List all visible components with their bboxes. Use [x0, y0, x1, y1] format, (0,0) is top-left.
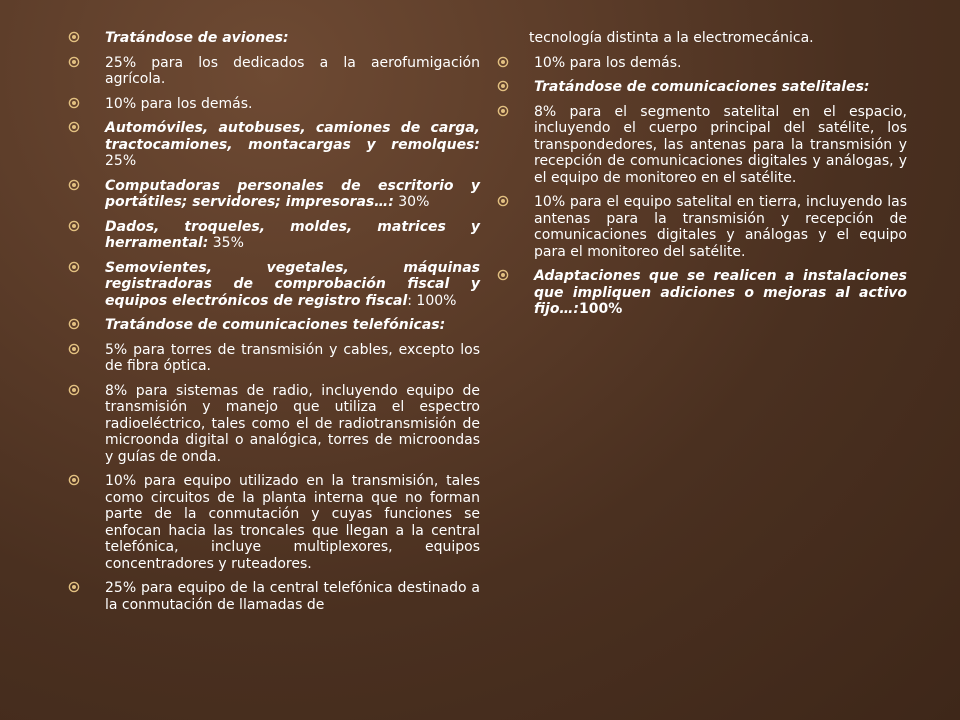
bullet-item — [497, 55, 907, 72]
bullet-item — [68, 219, 480, 252]
diamond-bullet-icon — [68, 318, 80, 330]
bullet-bold-text: Automóviles, autobuses, camiones de carga, tractocamiones, montacargas y remolques: — [105, 120, 480, 153]
bullet-item — [68, 30, 480, 47]
bullet-suffix-text: 100% — [579, 301, 623, 317]
bullet-normal-text: : 100% — [407, 292, 457, 309]
diamond-bullet-icon — [68, 343, 80, 355]
bullet-heading: Tratándose de comunicaciones satelitales: — [534, 79, 870, 95]
bullet-item — [68, 580, 480, 613]
bullet-text: 10% para el equipo satelital en tierra, incluyendo las antenas para la transmisión y recepción de comunicaciones digitales y análogas y el equipo para el monitoreo del satélite. — [534, 194, 907, 260]
bullet-item — [68, 96, 480, 113]
right-column — [497, 30, 907, 326]
bullet-text: 8% para el segmento satelital en el espacio, incluyendo el cuerpo principal del satélite, los transpondedores, las antenas para la transmisión y recepción de comunicaciones digitales y análogas, y el equipo de monitoreo en el satélite. — [534, 103, 907, 186]
bullet-bold-text: Adaptaciones que se realicen a instalaciones que impliquen adiciones o mejoras al activo fijo…: — [534, 268, 907, 317]
diamond-bullet-icon — [68, 56, 80, 68]
diamond-bullet-icon — [68, 474, 80, 486]
bullet-text — [105, 120, 480, 169]
bullet-item — [497, 79, 907, 96]
diamond-bullet-icon — [497, 269, 509, 281]
bullet-bold-text: Dados, troqueles, moldes, matrices y herramental: — [105, 218, 480, 251]
bullet-heading: Tratándose de aviones: — [105, 30, 289, 46]
diamond-bullet-icon — [68, 97, 80, 109]
bullet-text: 5% para torres de transmisión y cables, excepto los de fibra óptica. — [105, 341, 480, 374]
diamond-bullet-icon — [497, 105, 509, 117]
diamond-bullet-icon — [68, 220, 80, 232]
bullet-item — [68, 178, 480, 211]
bullet-item — [68, 473, 480, 572]
diamond-bullet-icon — [68, 31, 80, 43]
left-bullet-list — [68, 30, 480, 613]
bullet-item — [68, 383, 480, 466]
diamond-bullet-icon — [68, 121, 80, 133]
bullet-bold-text: Computadoras personales de escritorio y portátiles; servidores; impresoras…: — [105, 177, 480, 210]
bullet-heading: Tratándose de comunicaciones telefónicas: — [105, 317, 446, 333]
diamond-bullet-icon — [497, 56, 509, 68]
diamond-bullet-icon — [68, 581, 80, 593]
bullet-item — [68, 55, 480, 88]
bullet-text: tecnología distinta a la electromecánica. — [529, 30, 814, 46]
bullet-item — [497, 104, 907, 187]
diamond-bullet-icon — [497, 195, 509, 207]
bullet-normal-text: 30% — [393, 194, 430, 210]
bullet-text — [105, 178, 480, 211]
bullet-text — [105, 260, 480, 309]
diamond-bullet-icon — [68, 384, 80, 396]
diamond-bullet-icon — [68, 179, 80, 191]
bullet-text: 10% para los demás. — [534, 54, 682, 71]
bullet-normal-text: 35% — [208, 235, 244, 251]
bullet-text: 10% para los demás. — [105, 95, 253, 112]
bullet-item — [497, 194, 907, 260]
bullet-item — [68, 317, 480, 334]
bullet-item — [68, 120, 480, 170]
bullet-normal-text: 25% — [105, 153, 137, 169]
bullet-text: 25% para los dedicados a la aerofumigación agrícola. — [105, 54, 480, 87]
right-bullet-list — [497, 30, 907, 318]
bullet-text: 25% para equipo de la central telefónica destinado a la conmutación de llamadas de — [105, 580, 480, 613]
bullet-bold-text: Semovientes, vegetales, máquinas registradoras de comprobación fiscal y equipos electrónicos de registro fiscal — [105, 259, 480, 309]
bullet-text — [534, 268, 907, 317]
diamond-bullet-icon — [497, 80, 509, 92]
bullet-text — [105, 219, 480, 252]
bullet-item — [68, 260, 480, 310]
bullet-item — [497, 30, 907, 47]
bullet-item — [68, 342, 480, 375]
bullet-text: 8% para sistemas de radio, incluyendo equipo de transmisión y manejo que utiliza el espectro radioeléctrico, tales como el de radiotransmisión de microonda digital o analógica, torres de microondas y guías de onda. — [105, 382, 480, 465]
diamond-bullet-icon — [68, 261, 80, 273]
bullet-item — [497, 268, 907, 318]
left-column — [68, 30, 480, 621]
bullet-text: 10% para equipo utilizado en la transmisión, tales como circuitos de la planta interna que no forman parte de la conmutación y cuyas funciones se enfocan hacia las troncales que llegan a la central telefónica, incluye multiplexores, equipos concentradores y ruteadores. — [105, 473, 480, 572]
